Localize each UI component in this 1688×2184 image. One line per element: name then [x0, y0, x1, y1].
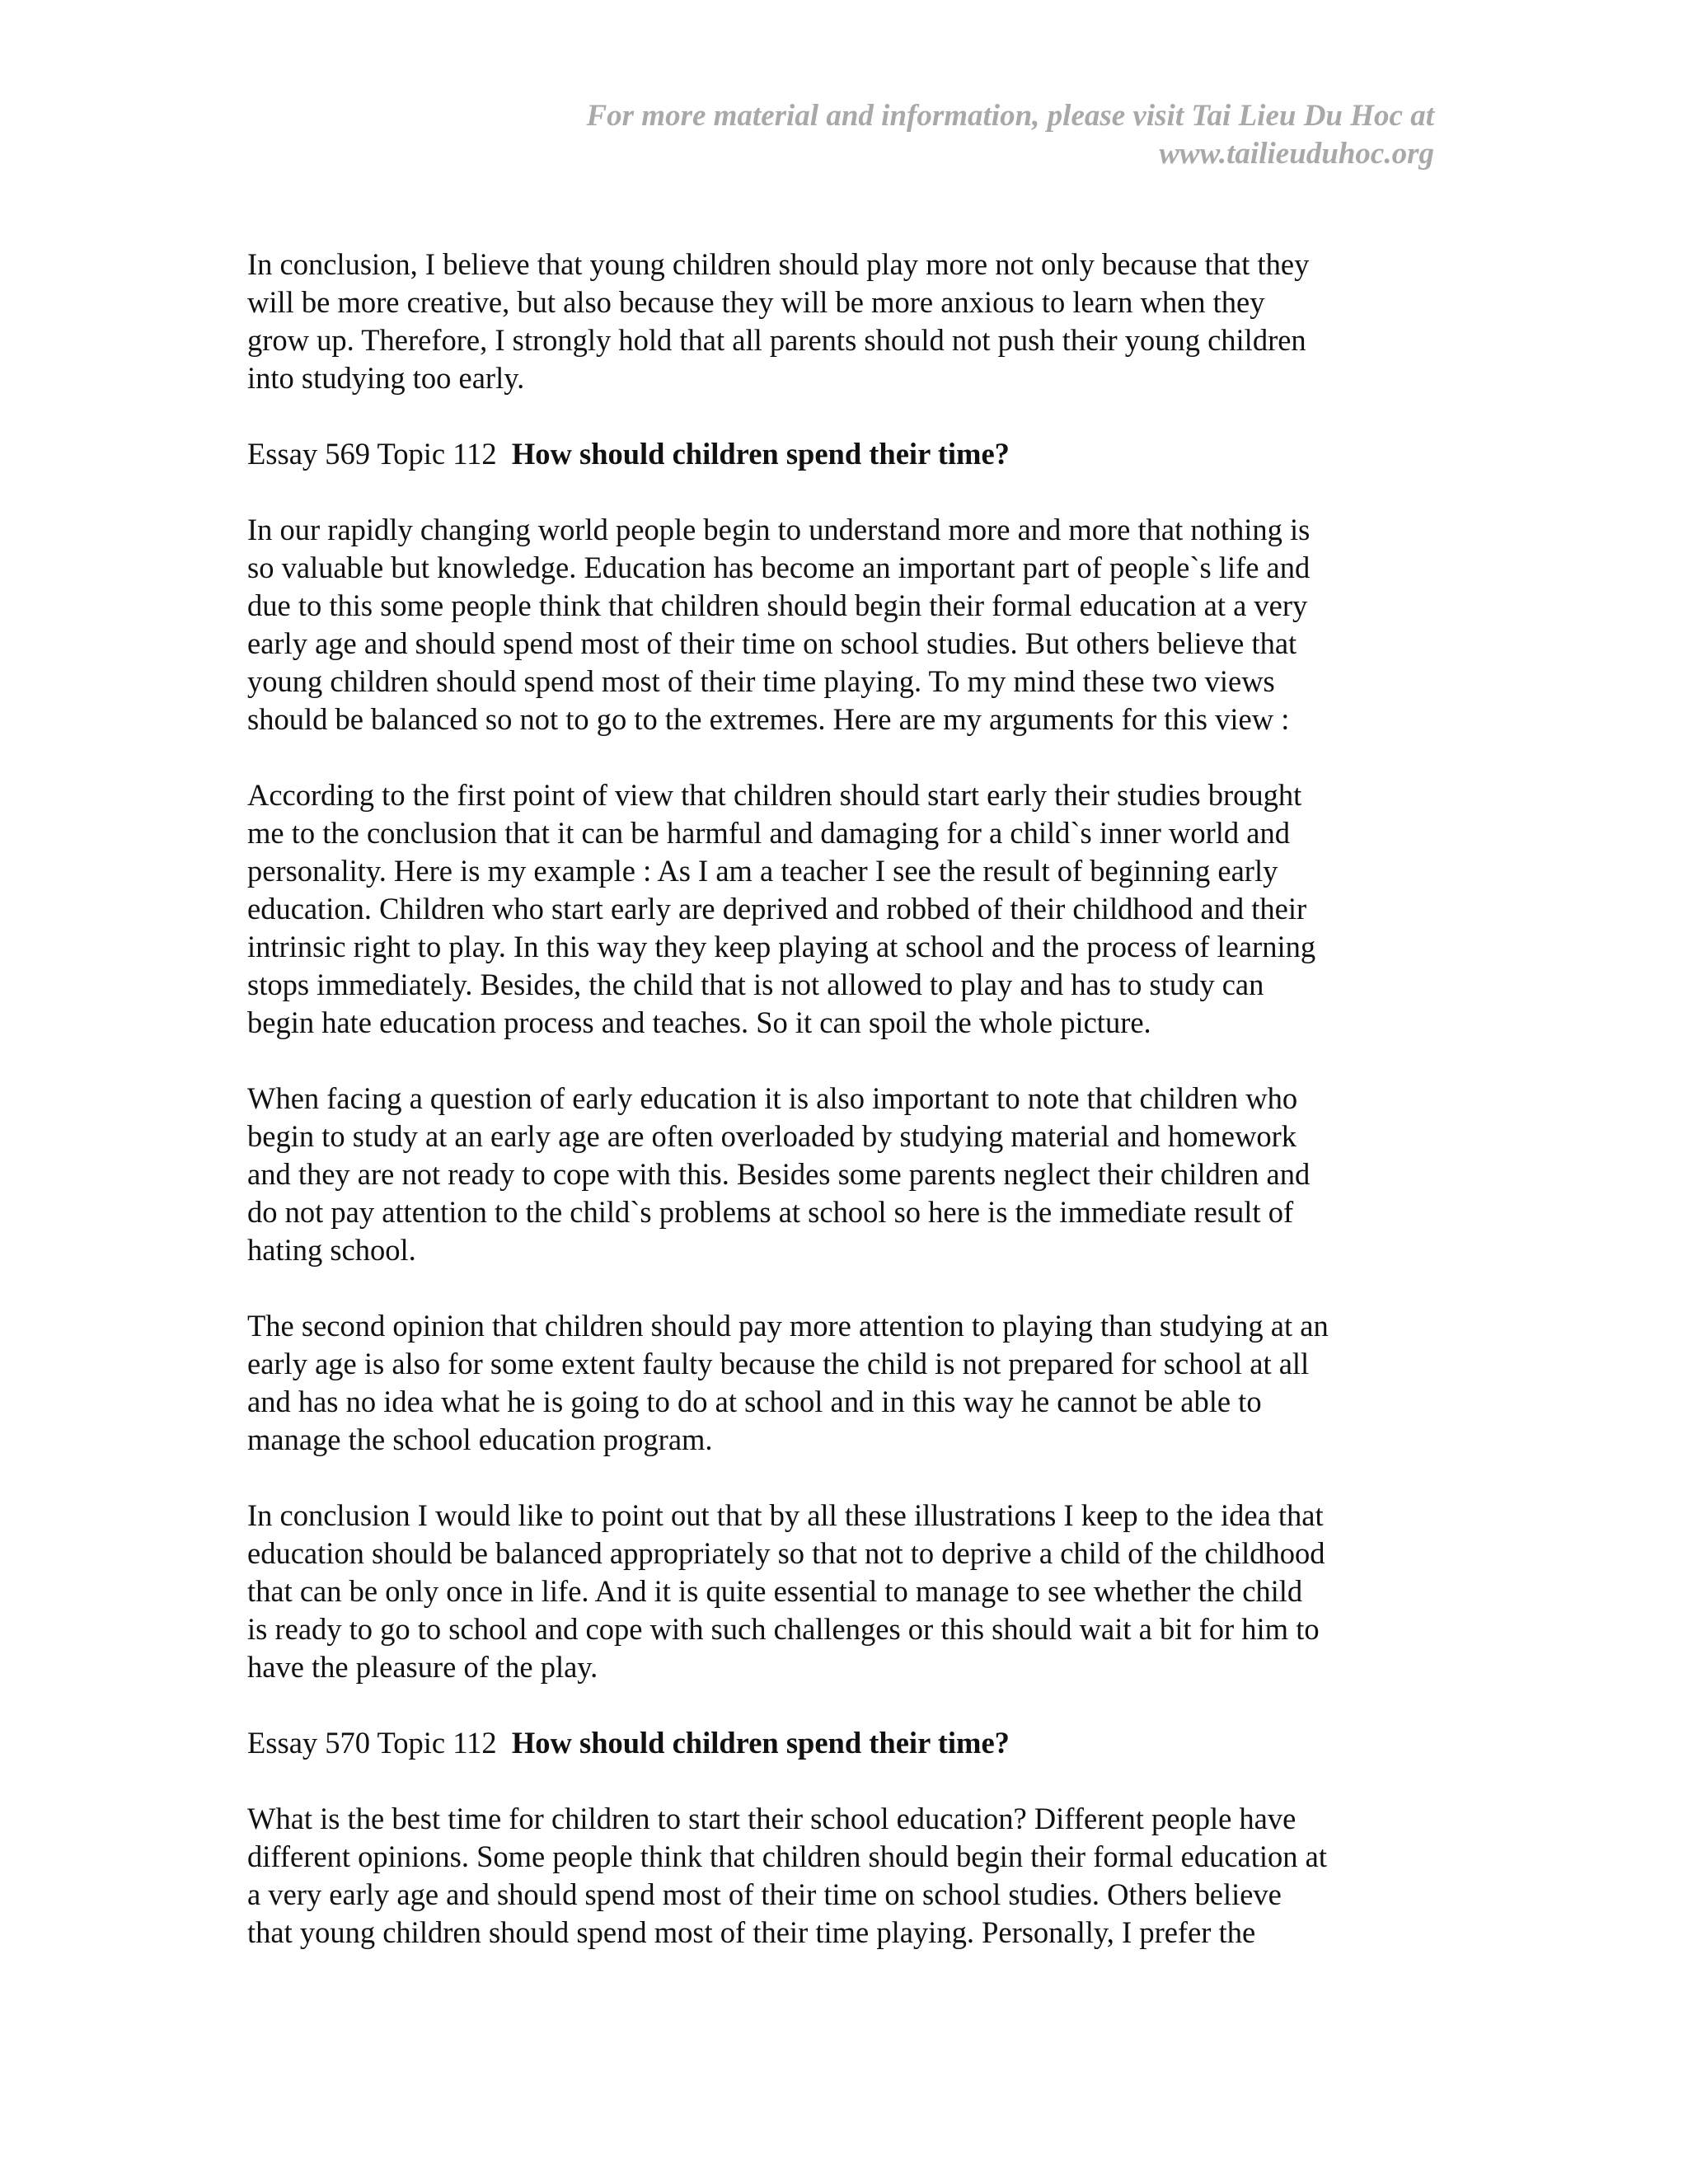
text-line: that can be only once in life. And it is quite essential to manage to see whether the child — [247, 1574, 1303, 1608]
text-line: When facing a question of early education it is also important to note that children who — [247, 1081, 1298, 1115]
text-line: begin hate education process and teaches. So it can spoil the whole picture. — [247, 1005, 1151, 1039]
text-line: personality. Here is my example : As I am a teacher I see the result of beginning early — [247, 854, 1278, 888]
text-line: hating school. — [247, 1233, 416, 1267]
document-body — [247, 246, 1451, 1990]
text-line: early age and should spend most of their time on school studies. But others believe that — [247, 626, 1297, 660]
text-line: different opinions. Some people think that children should begin their formal education at — [247, 1840, 1327, 1873]
paragraph — [247, 1307, 1451, 1459]
text-line: that young children should spend most of their time playing. Personally, I prefer the — [247, 1915, 1256, 1949]
text-line: grow up. Therefore, I strongly hold that all parents should not push their young children — [247, 323, 1306, 357]
text-line: early age is also for some extent faulty because the child is not prepared for school at all — [247, 1347, 1310, 1380]
paragraph — [247, 246, 1451, 397]
text-line: stops immediately. Besides, the child that is not allowed to play and has to study can — [247, 968, 1264, 1001]
essay-heading — [247, 1724, 1451, 1762]
text-line: is ready to go to school and cope with such challenges or this should wait a bit for him to — [247, 1612, 1320, 1646]
paragraph — [247, 1800, 1451, 1952]
text-line: education should be balanced appropriately so that not to deprive a child of the childhood — [247, 1536, 1325, 1570]
paragraph — [247, 1080, 1451, 1269]
essay-heading — [247, 435, 1451, 473]
text-line: What is the best time for children to start their school education? Different people have — [247, 1802, 1296, 1835]
essay-label: Essay 570 Topic 112 — [247, 1726, 497, 1760]
text-line: do not pay attention to the child`s problems at school so here is the immediate result of — [247, 1195, 1294, 1229]
text-line: In conclusion, I believe that young children should play more not only because that they — [247, 247, 1310, 281]
text-line: due to this some people think that children should begin their formal education at a very — [247, 588, 1308, 622]
text-line: young children should spend most of their time playing. To my mind these two views — [247, 664, 1275, 698]
text-line: have the pleasure of the play. — [247, 1650, 598, 1684]
header-link[interactable]: www.tailieuduhoc.org — [1159, 137, 1434, 171]
text-line: According to the first point of view that children should start early their studies brought — [247, 778, 1302, 812]
essay-topic-title: How should children spend their time? — [511, 437, 1010, 471]
text-line: intrinsic right to play. In this way they keep playing at school and the process of learning — [247, 930, 1316, 963]
text-line: manage the school education program. — [247, 1422, 713, 1456]
text-line: In our rapidly changing world people begin to understand more and more that nothing is — [247, 513, 1311, 546]
text-line: In conclusion I would like to point out that by all these illustrations I keep to the idea that — [247, 1498, 1324, 1532]
text-line: begin to study at an early age are often overloaded by studying material and homework — [247, 1119, 1297, 1153]
paragraph — [247, 1497, 1451, 1686]
text-line: The second opinion that children should pay more attention to playing than studying at an — [247, 1309, 1329, 1343]
header-line-1: For more material and information, please visit Tai Lieu Du Hoc at — [586, 99, 1434, 133]
paragraph — [247, 511, 1451, 738]
text-line: so valuable but knowledge. Education has become an important part of people`s life and — [247, 551, 1311, 584]
text-line: and they are not ready to cope with this. Besides some parents neglect their children and — [247, 1157, 1311, 1191]
text-line: will be more creative, but also because they will be more anxious to learn when they — [247, 285, 1265, 319]
text-line: education. Children who start early are deprived and robbed of their childhood and their — [247, 892, 1307, 926]
text-line: should be balanced so not to go to the extremes. Here are my arguments for this view : — [247, 702, 1290, 736]
essay-label: Essay 569 Topic 112 — [247, 437, 497, 471]
text-line: a very early age and should spend most of their time on school studies. Others believe — [247, 1877, 1282, 1911]
text-line: into studying too early. — [247, 361, 525, 395]
page-header — [511, 97, 1434, 173]
text-line: me to the conclusion that it can be harmful and damaging for a child`s inner world and — [247, 816, 1290, 850]
essay-topic-title: How should children spend their time? — [511, 1726, 1010, 1760]
text-line: and has no idea what he is going to do at school and in this way he cannot be able to — [247, 1385, 1262, 1418]
paragraph — [247, 776, 1451, 1042]
